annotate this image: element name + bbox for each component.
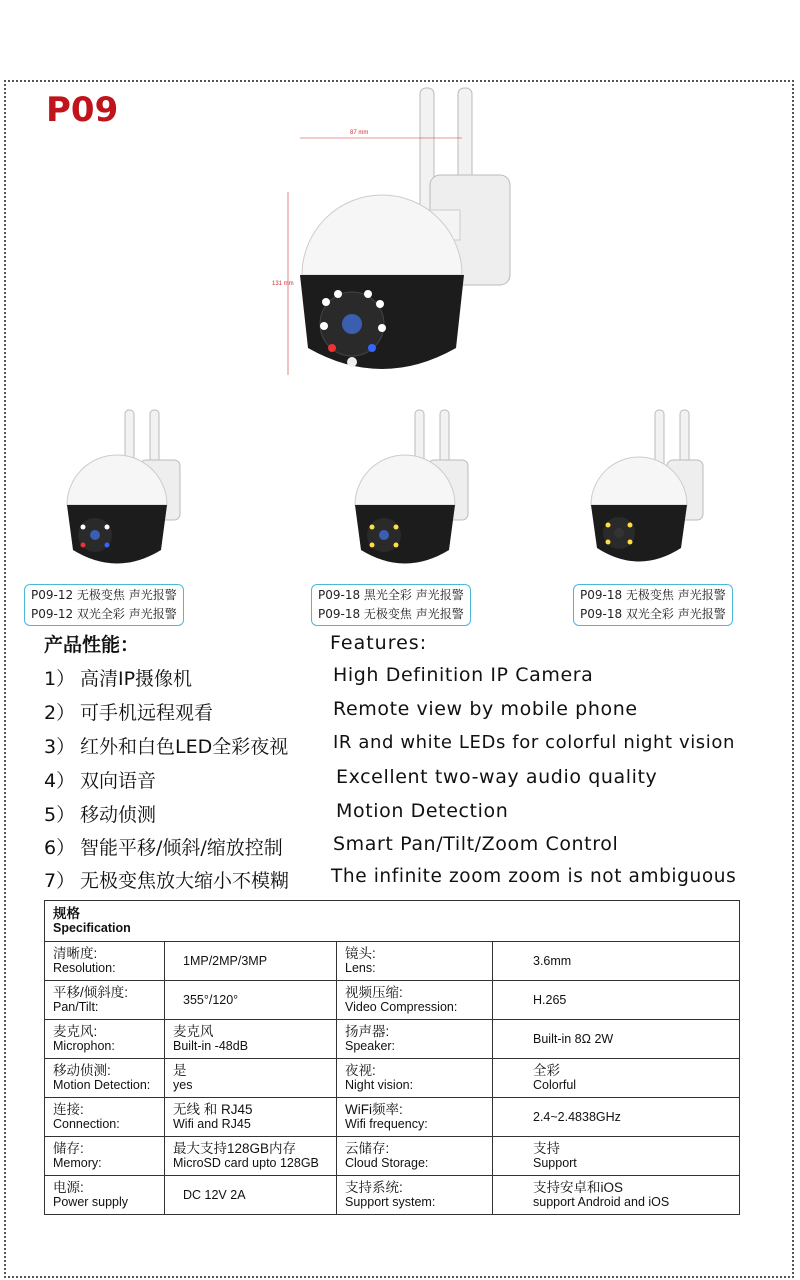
features-heading-en: Features: xyxy=(330,632,428,654)
table-row: 清晰度: Resolution: 1MP/2MP/3MP 镜头: Lens: 3.6mm xyxy=(45,942,740,981)
feature-row: 2） 可手机远程观看 Remote view by mobile phone xyxy=(44,698,638,724)
variant-label-1: P09-12 无极变焦 声光报警 P09-12 双光全彩 声光报警 xyxy=(24,584,184,626)
height-dimension: 131 mm xyxy=(272,281,294,287)
feature-row: 7） 无极变焦放大缩小不模糊 The infinite zoom zoom is not ambiguous xyxy=(44,866,737,892)
feature-row: 4） 双向语音 Excellent two-way audio quality xyxy=(44,766,658,792)
width-dimension: 87 mm xyxy=(350,130,369,136)
main-camera-image xyxy=(272,80,520,390)
feature-row: 5） 移动侦测 Motion Detection xyxy=(44,800,509,826)
table-row: 平移/倾斜度: Pan/Tilt: 355°/120° 视频压缩: Video Compression: H.265 xyxy=(45,981,740,1020)
variant-camera-image-3 xyxy=(575,405,710,585)
feature-row: 1） 高清IP摄像机 High Definition IP Camera xyxy=(44,664,594,690)
variant-label-2: P09-18 黑光全彩 声光报警 P09-18 无极变焦 声光报警 xyxy=(311,584,471,626)
variant-camera-image-1 xyxy=(55,405,190,585)
spec-title: 规格 Specification xyxy=(45,901,740,942)
feature-row: 6） 智能平移/倾斜/缩放控制 Smart Pan/Tilt/Zoom Control xyxy=(44,833,619,859)
variant-camera-image-2 xyxy=(340,405,475,585)
table-row: 连接: Connection: 无线 和 RJ45 Wifi and RJ45 WiFi频率: Wifi frequency: 2.4~2.4838GHz xyxy=(45,1098,740,1137)
table-row: 储存: Memory: 最大支持128GB内存 MicroSD card upto 128GB 云储存: Cloud Storage: 支持 Support xyxy=(45,1137,740,1176)
table-row: 电源: Power supply DC 12V 2A 支持系统: Support system: 支持安卓和iOS support Android and iOS xyxy=(45,1176,740,1215)
spec-table xyxy=(44,900,740,1215)
features-heading-cn: 产品性能： xyxy=(44,634,140,656)
variant-label-3: P09-18 无极变焦 声光报警 P09-18 双光全彩 声光报警 xyxy=(573,584,733,626)
feature-row: 3） 红外和白色LED全彩夜视 IR and white LEDs for colorful night vision xyxy=(44,732,736,758)
table-row: 移动侦测: Motion Detection: 是 yes 夜视: Night vision: 全彩 Colorful xyxy=(45,1059,740,1098)
table-row: 麦克风: Microphon: 麦克风 Built-in -48dB 扬声器: Speaker: Built-in 8Ω 2W xyxy=(45,1020,740,1059)
model-title: P09 xyxy=(46,90,119,130)
